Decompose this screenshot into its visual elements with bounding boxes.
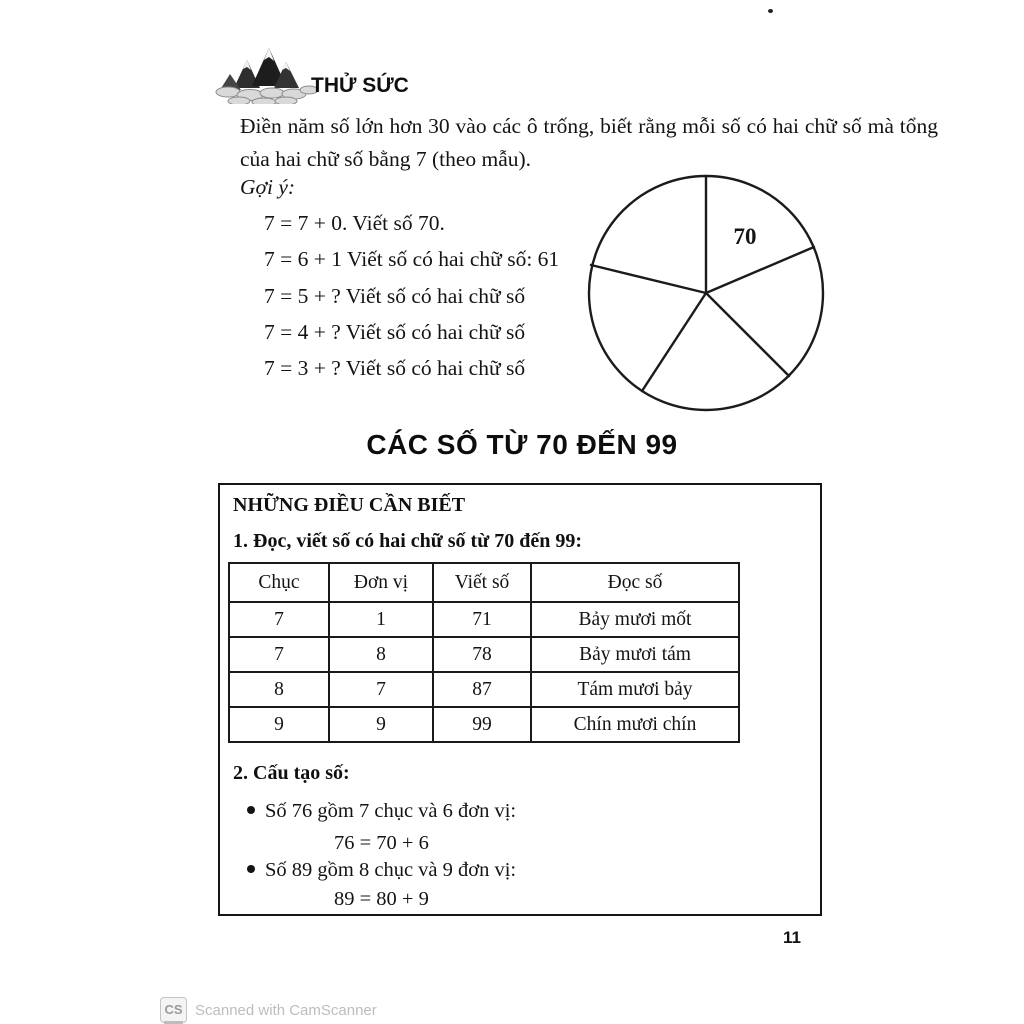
- table-cell: 99: [433, 707, 531, 742]
- table-cell: 71: [433, 602, 531, 637]
- equation: 89 = 80 + 9: [334, 888, 429, 910]
- table-cell: Bảy mươi tám: [531, 637, 739, 672]
- box-heading: NHỮNG ĐIỀU CẦN BIẾT: [233, 494, 466, 516]
- hint-line: 7 = 6 + 1 Viết số có hai chữ số: 61: [264, 247, 560, 271]
- table-cell: Chín mươi chín: [531, 707, 739, 742]
- hint-label: Gợi ý:: [240, 175, 296, 199]
- table-header-cell: Viết số: [433, 563, 531, 602]
- table-cell: 78: [433, 637, 531, 672]
- table-cell: Tám mươi bảy: [531, 672, 739, 707]
- table-header-cell: Đơn vị: [329, 563, 433, 602]
- bullet-icon: [247, 865, 255, 873]
- camscanner-badge: [160, 997, 187, 1023]
- table-cell: 8: [229, 672, 329, 707]
- try-section-header: THỬ SỨC: [311, 74, 409, 97]
- hint-line: 7 = 4 + ? Viết số có hai chữ số: [264, 320, 526, 344]
- lesson-title: CÁC SỐ TỪ 70 ĐẾN 99: [366, 429, 678, 460]
- hint-line: 7 = 7 + 0. Viết số 70.: [264, 211, 445, 235]
- table-header-cell: Chục: [229, 563, 329, 602]
- exercise-paragraph: Điền năm số lớn hơn 30 vào các ô trống, biết rằng mỗi số có hai chữ số mà tổng của hai chữ số bằng 7 (theo mẫu).: [240, 114, 938, 171]
- table-cell: Bảy mươi mốt: [531, 602, 739, 637]
- table-cell: 7: [229, 637, 329, 672]
- page-number: 11: [783, 928, 801, 947]
- table-cell: 7: [329, 672, 433, 707]
- bullet-item: [247, 800, 516, 823]
- camscanner-text: Scanned with CamScanner: [195, 1002, 377, 1019]
- sector-label-70: 70: [733, 224, 757, 249]
- table-cell: 9: [229, 707, 329, 742]
- scan-artifact-dot: [768, 9, 773, 13]
- table-cell: 1: [329, 602, 433, 637]
- bullet-text: Số 89 gồm 8 chục và 9 đơn vị:: [265, 859, 517, 881]
- table-cell: 8: [329, 637, 433, 672]
- hint-line: 7 = 5 + ? Viết số có hai chữ số: [264, 284, 526, 308]
- table-cell: 87: [433, 672, 531, 707]
- table-row: [229, 637, 739, 672]
- numbers-table: [228, 562, 740, 743]
- camscanner-badge-icon: CS: [160, 997, 187, 1023]
- table-row: [229, 707, 739, 742]
- table-row: [229, 602, 739, 637]
- table-cell: 9: [329, 707, 433, 742]
- item2-heading: 2. Cấu tạo số:: [233, 762, 350, 784]
- item1-heading: 1. Đọc, viết số có hai chữ số từ 70 đến 99:: [233, 530, 582, 552]
- table-row: [229, 672, 739, 707]
- table-cell: 7: [229, 602, 329, 637]
- table-header-cell: Đọc số: [531, 563, 739, 602]
- hint-line: 7 = 3 + ? Viết số có hai chữ số: [264, 356, 526, 380]
- bullet-text: Số 76 gồm 7 chục và 6 đơn vị:: [265, 800, 517, 822]
- circle-diagram: [585, 171, 829, 420]
- bullet-icon: [247, 806, 255, 814]
- mountains-icon: [214, 44, 318, 109]
- table-header-row: [229, 563, 739, 602]
- bullet-item: [247, 859, 516, 882]
- equation: 76 = 70 + 6: [334, 832, 429, 854]
